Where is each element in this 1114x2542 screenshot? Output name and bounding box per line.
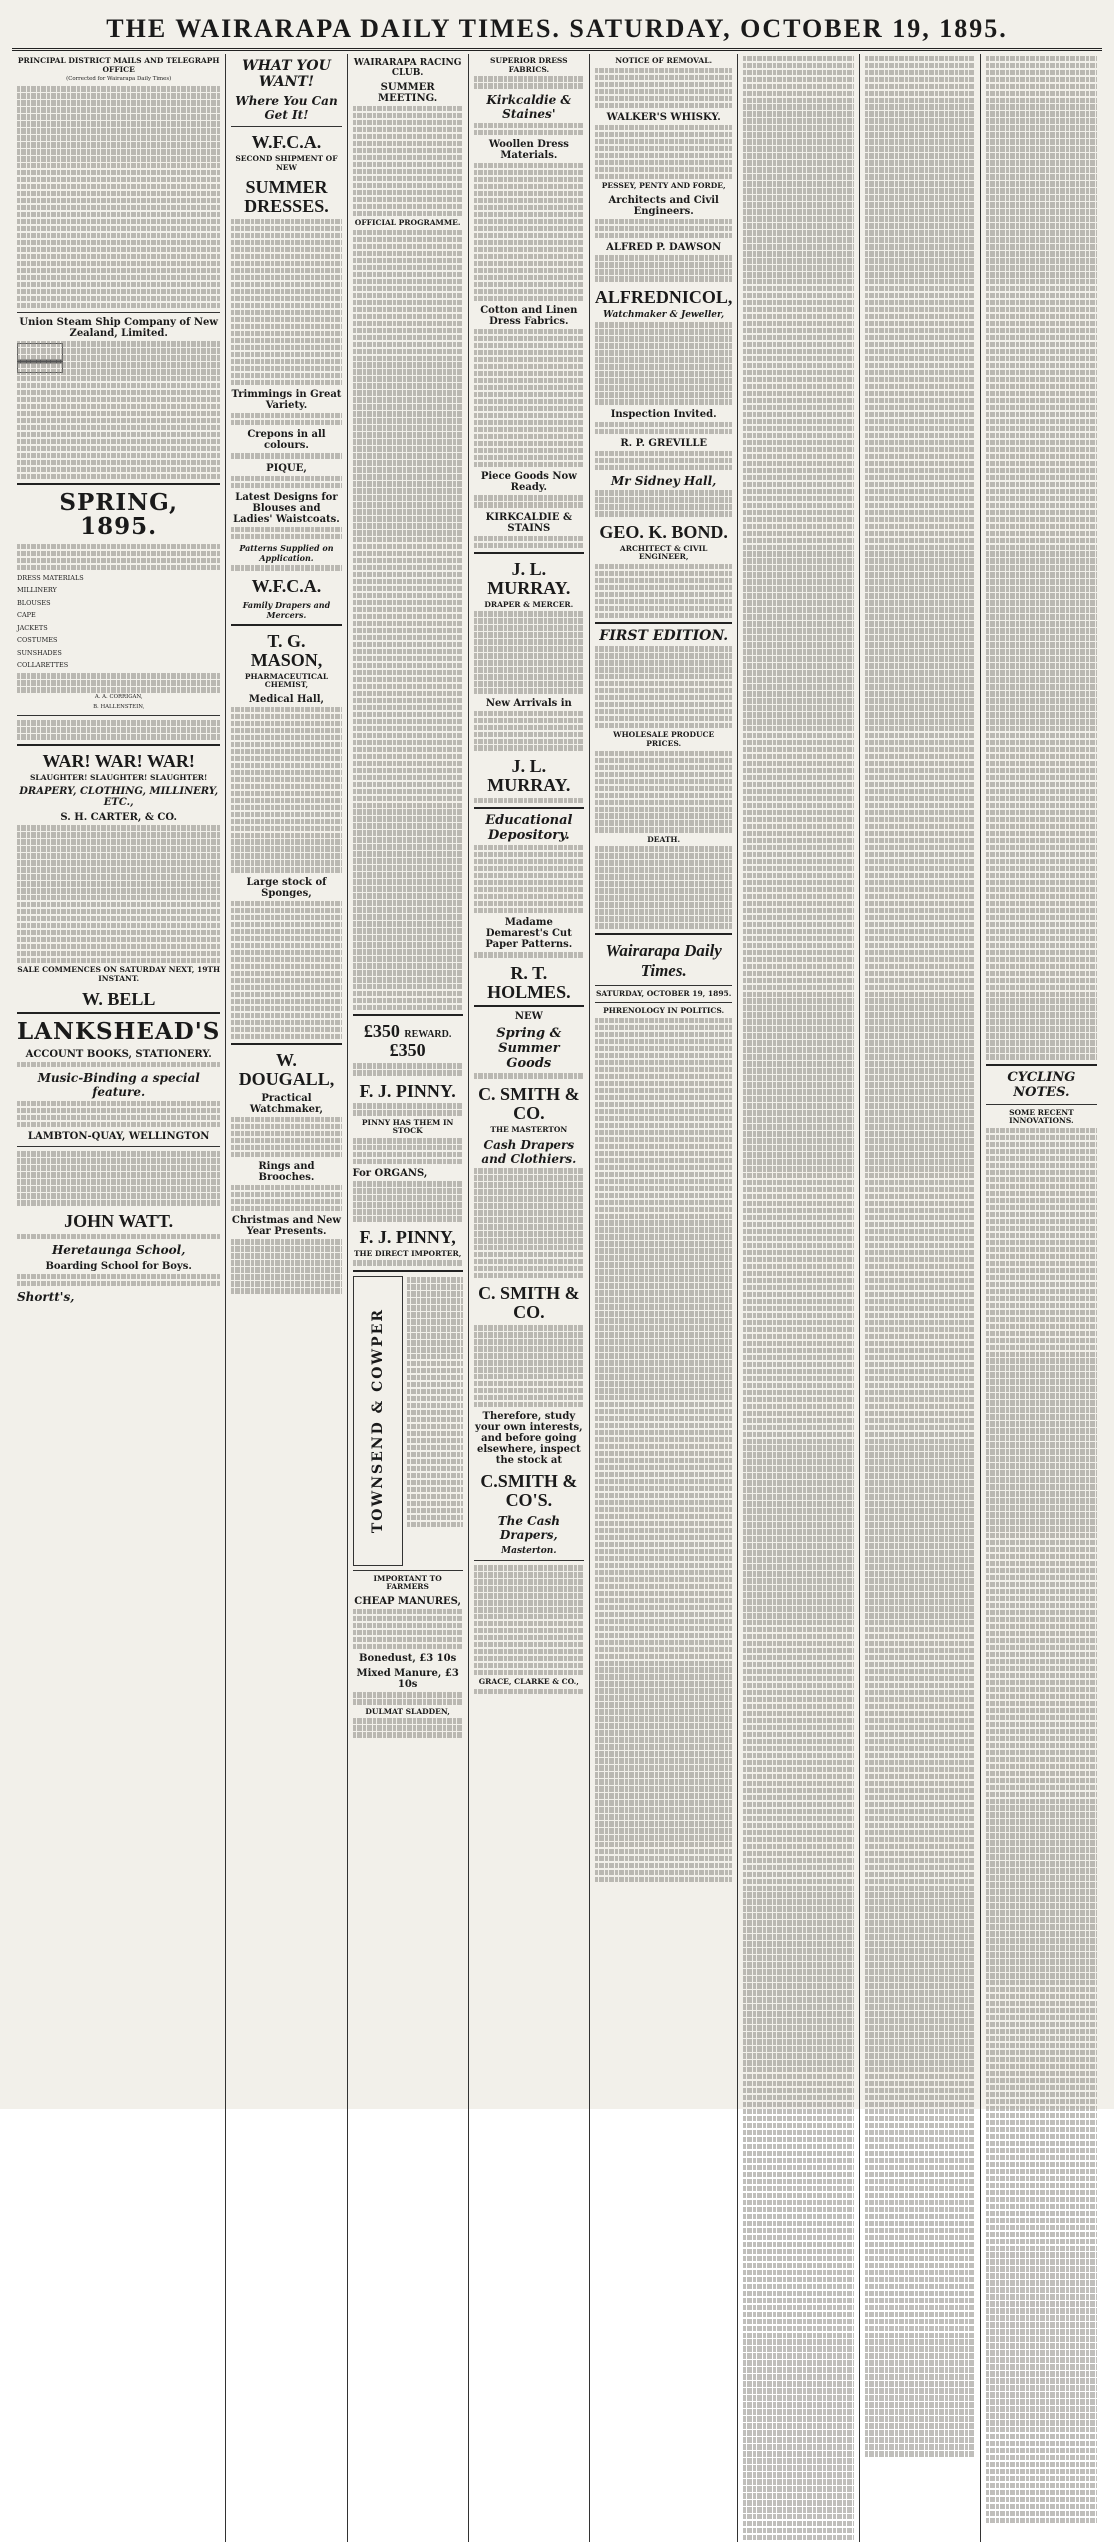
family-drapers-heading: Family Drapers and Mercers. <box>242 599 331 620</box>
masthead-rule <box>12 48 1102 51</box>
signature-hallenstein: B. HALLENSTEIN, <box>93 704 145 711</box>
mixed-price: £3 10s <box>397 1668 459 1691</box>
removal-heading: NOTICE OF REMOVAL. <box>615 56 713 65</box>
column-7 <box>860 54 981 2542</box>
wfca2-heading: W.F.C.A. <box>251 575 322 596</box>
reward-amount-2: £350 <box>389 1040 426 1061</box>
spring-heading: SPRING, 1895. <box>59 489 178 541</box>
shortts-heading: Shortt's, <box>17 1290 75 1305</box>
pique-heading: PIQUE, <box>266 462 307 474</box>
pinny-2-heading: F. J. PINNY, <box>359 1226 456 1247</box>
paper-date: SATURDAY, OCTOBER 19, 1895. <box>595 988 732 998</box>
new-heading: NEW <box>514 1011 543 1023</box>
sidney-hall-heading: Mr Sidney Hall, <box>611 474 717 489</box>
draper-heading: DRAPER & MERCER. <box>484 599 574 609</box>
patterns-heading: Patterns Supplied on Application. <box>239 543 334 564</box>
phrenology-heading: PHRENOLOGY IN POLITICS. <box>603 1006 725 1016</box>
mason-heading: T. G. MASON, <box>250 630 323 670</box>
signature-corrigan: A. A. CORRIGAN, <box>94 694 143 701</box>
cash-drapers-2-heading: The Cash Drapers, <box>497 1514 560 1543</box>
reward-heading <box>353 1022 463 1060</box>
trimmings-heading: Trimmings in Great Variety. <box>231 388 342 411</box>
bond-heading: GEO. K. BOND. <box>599 521 728 542</box>
list-item: BLOUSES <box>17 598 51 607</box>
educational-heading: Educational Depository. <box>485 813 573 844</box>
column-6 <box>738 54 859 2542</box>
architects-heading: Architects and Civil Engineers. <box>608 194 719 217</box>
innovations-heading: SOME RECENT INNOVATIONS. <box>1009 1107 1074 1126</box>
therefore-heading: Therefore, study your own interests, and before going elsewhere, inspect the stock at <box>475 1411 583 1467</box>
dougall-heading: W. DOUGALL, <box>238 1049 335 1089</box>
alfred-nicol-heading: ALFREDNICOL, <box>594 286 733 307</box>
inspection-heading: Inspection Invited. <box>610 408 717 420</box>
murray-2-heading: J. L. MURRAY. <box>487 755 571 795</box>
column-8 <box>981 54 1102 2542</box>
cycling-notes-heading: CYCLING NOTES. <box>1007 1069 1076 1100</box>
list-item: CAPE <box>17 611 36 620</box>
spring-summer-heading: Spring & Summer Goods <box>496 1026 562 1072</box>
greville-heading: R. P. GREVILLE <box>620 438 708 450</box>
masthead: THE WAIRARAPA DAILY TIMES. SATURDAY, OCTOBER 19, 1895. <box>106 14 1008 43</box>
bonedust-label: Bonedust, <box>359 1653 416 1665</box>
crepons-heading: Crepons in all colours. <box>247 429 326 452</box>
shipment-heading: SECOND SHIPMENT OF NEW <box>235 153 338 172</box>
townsend-ad <box>353 1276 463 1566</box>
death-heading: DEATH. <box>647 834 681 844</box>
union-steamship-heading: Union Steam Ship Company of New Zealand, Limited. <box>19 317 218 340</box>
heretaunga-heading: Heretaunga School, <box>51 1242 186 1257</box>
john-watt-heading: JOHN WATT. <box>64 1210 174 1231</box>
what-you-want-heading: WHAT YOU WANT! <box>242 58 331 90</box>
spring-list <box>17 574 220 670</box>
sale-heading: SALE COMMENCES ON SATURDAY NEXT, 19TH INSTANT. <box>17 965 221 983</box>
racing-club-heading: WAIRARAPA RACING CLUB. <box>353 58 462 78</box>
dulmat-heading: DULMAT SLADDEN, <box>365 1706 450 1716</box>
reward-amount: £350 <box>363 1021 400 1042</box>
murray-heading: J. L. MURRAY. <box>487 558 571 598</box>
mails-text <box>17 86 220 308</box>
chemist-heading: PHARMACEUTICAL CHEMIST, <box>244 671 329 690</box>
cotton-heading: Cotton and Linen Dress Fabrics. <box>480 305 578 328</box>
summer-dresses-heading: SUMMER DRESSES. <box>244 177 329 217</box>
masterton-2-heading: Masterton. <box>501 1546 557 1557</box>
lanksheads-heading: LANKSHEAD'S <box>17 1018 221 1046</box>
wholesale-heading: WHOLESALE PRODUCE PRICES. <box>613 730 715 748</box>
new-arrivals-heading: New Arrivals in <box>485 697 572 709</box>
list-item: SUNSHADES <box>17 648 62 657</box>
kirkcaldie-heading: Kirkcaldie & Staines' <box>486 92 572 121</box>
column-7-body <box>865 56 975 2457</box>
boarding-heading: Boarding School for Boys. <box>45 1260 192 1272</box>
watchmaker-heading: Practical Watchmaker, <box>249 1092 324 1115</box>
official-programme-heading: OFFICIAL PROGRAMME. <box>354 218 461 228</box>
latest-designs-heading: Latest Designs for Blouses and Ladies' Waistcoats. <box>233 492 340 526</box>
steamship-ad <box>17 341 220 479</box>
smith-heading: C. SMITH & CO. <box>478 1083 580 1123</box>
sponges-heading: Large stock of Sponges, <box>246 876 327 899</box>
organs-heading: For ORGANS, <box>352 1168 428 1180</box>
townsend-cowper-heading: TOWNSEND & COWPER <box>369 1308 386 1534</box>
lambton-quay-heading: LAMBTON-QUAY, WELLINGTON <box>27 1131 210 1143</box>
dawson-heading: ALFRED P. DAWSON <box>606 242 722 254</box>
woollen-heading: Woollen Dress Materials. <box>488 139 569 161</box>
column-8-bottom-body <box>986 1128 1097 2523</box>
architect-engineer-heading: ARCHITECT & CIVIL ENGINEER, <box>619 543 708 562</box>
farmers-heading: IMPORTANT TO FARMERS <box>373 1573 442 1592</box>
paper-title: Wairarapa Daily Times. <box>605 940 722 980</box>
columns <box>12 54 1102 2099</box>
smith-2-heading: C. SMITH & CO. <box>478 1283 580 1323</box>
list-item: COSTUMES <box>17 636 58 645</box>
mixed-manure-row <box>353 1668 463 1690</box>
smith-3-heading: C.SMITH & CO'S. <box>480 1471 578 1511</box>
list-item: JACKETS <box>17 623 48 632</box>
christmas-heading: Christmas and New Year Presents. <box>231 1215 341 1238</box>
column-3 <box>348 54 469 2542</box>
pinny-heading: F. J. PINNY. <box>359 1080 456 1101</box>
mails-heading: PRINCIPAL DISTRICT MAILS AND TELEGRAPH OFFICE <box>17 56 220 74</box>
rings-heading: Rings and Brooches. <box>258 1161 315 1183</box>
account-books-heading: ACCOUNT BOOKS, STATIONERY. <box>25 1048 212 1060</box>
column-2 <box>226 54 347 2542</box>
column-5 <box>590 54 739 2542</box>
holmes-heading: R. T. HOLMES. <box>487 962 571 1002</box>
madame-heading: Madame Demarest's Cut Paper Patterns. <box>485 917 573 951</box>
superior-heading: SUPERIOR DRESS FABRICS. <box>490 56 568 74</box>
pinny-stock-heading: PINNY HAS THEM IN STOCK <box>361 1117 454 1136</box>
kirkcaldie-stains-heading: KIRKCALDIE & STAINS <box>485 511 572 534</box>
slaughter-heading: SLAUGHTER! SLAUGHTER! SLAUGHTER! <box>30 772 208 782</box>
watchmaker-jeweller-heading: Watchmaker & Jeweller, <box>603 310 725 321</box>
list-item: COLLARETTES <box>17 660 69 669</box>
cash-drapers-heading: Cash Drapers and Clothiers. <box>481 1138 577 1167</box>
music-binding-heading: Music-Binding a special feature. <box>37 1071 200 1100</box>
first-edition-heading: FIRST EDITION. <box>599 628 729 645</box>
summer-meeting-heading: SUMMER MEETING. <box>378 82 438 104</box>
pessey-heading: PESSEY, PENTY AND FORDE, <box>601 181 726 191</box>
manures-heading: CHEAP MANURES, <box>354 1595 462 1607</box>
grace-clarke-heading: GRACE, CLARKE & CO., <box>478 1677 579 1687</box>
reward-word: REWARD. <box>404 1029 452 1041</box>
column-8-top-body <box>986 56 1097 1060</box>
bonedust-row <box>353 1653 463 1664</box>
where-heading: Where You Can Get It! <box>235 94 338 122</box>
direct-importer-heading: THE DIRECT IMPORTER, <box>353 1248 462 1258</box>
walkers-heading: WALKER'S WHISKY. <box>606 111 721 123</box>
mixed-label: Mixed Manure, <box>356 1668 442 1680</box>
drapery-heading: DRAPERY, CLOTHING, MILLINERY, ETC., <box>19 786 219 809</box>
mails-subheading: (Corrected for Wairarapa Daily Times) <box>66 76 172 83</box>
masterton-heading: THE MASTERTON <box>490 1124 568 1134</box>
war-heading: WAR! WAR! WAR! <box>42 750 195 771</box>
column-4 <box>469 54 590 2542</box>
piece-goods-heading: Piece Goods Now Ready. <box>480 471 577 494</box>
list-item: DRESS MATERIALS <box>17 573 84 582</box>
bonedust-price: £3 10s <box>419 1653 457 1665</box>
medical-hall-heading: Medical Hall, <box>248 693 324 705</box>
estate-heading: S. H. CARTER, & CO. <box>60 812 177 824</box>
list-item: MILLINERY <box>17 586 57 595</box>
column-1 <box>12 54 226 2542</box>
bell-heading: W. BELL <box>81 988 156 1009</box>
column-6-body <box>743 56 853 2541</box>
wfca-heading: W.F.C.A. <box>251 132 322 152</box>
